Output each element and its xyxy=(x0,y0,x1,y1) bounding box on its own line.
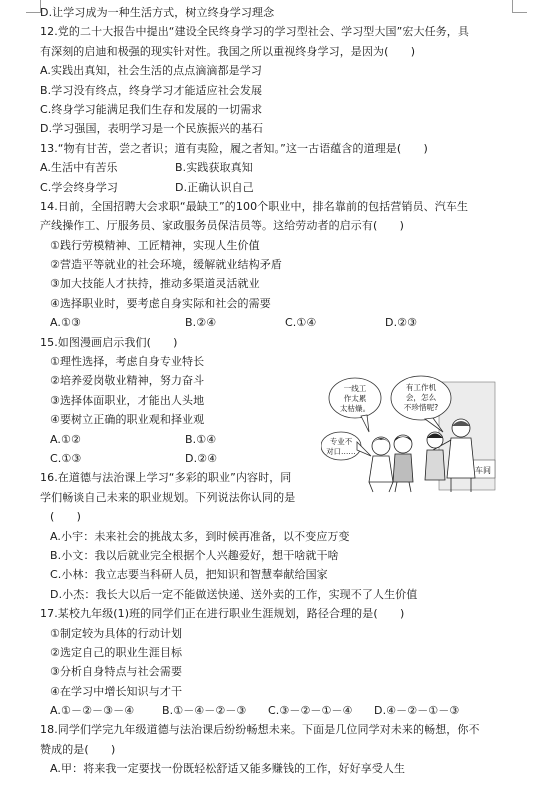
q14-statement-1: ①践行劳模精神、工匠精神，实现人生价值 xyxy=(50,238,260,252)
q13-option-c: C.学会终身学习 xyxy=(40,180,118,194)
q16-stem-line2: 学们畅谈自己未来的职业规划。下列说法你认同的是 xyxy=(40,490,296,504)
q16-option-c: C.小林：我立志要当科研人员，把知识和智慧奉献给国家 xyxy=(50,568,328,582)
q15-stem: 15.如图漫画启示我们( ) xyxy=(40,335,178,349)
q14-statement-2: ②营造平等就业的社会环境，缓解就业结构矛盾 xyxy=(50,258,282,272)
bubble-2-line-2: 会，怎么 xyxy=(405,393,437,402)
q17-statement-2: ②选定自己的职业生涯目标 xyxy=(50,645,183,659)
q17-stem: 17.某校九年级(1)班的同学们正在进行职业生涯规划，路径合理的是( ) xyxy=(40,607,405,621)
q15-option-a: A.①② xyxy=(50,432,81,446)
bubble-2-line-3: 不珍惜呢? xyxy=(403,403,439,412)
q14-option-a: A.①③ xyxy=(50,316,81,330)
q14-stem-line1: 14.日前，全国招聘大会求职“最缺工”的100个职业中，排名靠前的包括营销员、汽车生 xyxy=(40,199,469,213)
q15-option-b: B.①④ xyxy=(185,432,217,446)
bubble-1-line-3: 太枯燥。 xyxy=(339,404,371,413)
q12-option-a: A.实践出真知，社会生活的点点滴滴都是学习 xyxy=(40,64,262,78)
bubble-2-line-1: 有工作机 xyxy=(405,383,437,392)
q12-option-d: D.学习强国，表明学习是一个民族振兴的基石 xyxy=(40,122,264,136)
q14-option-b: B.②④ xyxy=(185,316,217,330)
q12-stem-line1: 12.党的二十大报告中提出“建设全民终身学习的学习型社会、学习型大国”宏大任务，具 xyxy=(40,25,469,39)
q16-option-d: D.小杰：我长大以后一定不能做送快递、送外卖的工作，实现不了人生价值 xyxy=(50,587,418,601)
bubble-3-line-2: 对口…… xyxy=(326,447,356,456)
q14-option-c: C.①④ xyxy=(285,316,317,330)
speech-bubble-1-tail xyxy=(361,415,369,432)
q16-answer-bracket: ( ) xyxy=(50,510,81,524)
job-choice-cartoon xyxy=(321,374,497,494)
speech-bubble-3-tail xyxy=(357,442,371,456)
q18-option-a: A.甲：将来我一定要找一份既轻松舒适又能多赚钱的工作，好好享受人生 xyxy=(50,762,406,776)
q13-option-b: B.实践获取真知 xyxy=(175,161,253,175)
q15-statement-1: ①理性选择，考虑自身专业特长 xyxy=(50,355,205,369)
q12-stem-line2: 有深刻的启迪和极强的现实针对性。我国之所以重视终身学习，是因为( ) xyxy=(40,44,416,58)
q12-option-c: C.终身学习能满足我们生存和发展的一切需求 xyxy=(40,102,263,116)
helper-figure xyxy=(425,432,445,480)
workshop-sign-text: 车间 xyxy=(475,466,491,475)
q14-options xyxy=(40,313,520,332)
q17-statement-4: ④在学习中增长知识与才干 xyxy=(50,684,183,698)
q16-option-b: B.小文：我以后就业完全根据个人兴趣爱好，想干啥就干啥 xyxy=(50,548,339,562)
young-man-figure xyxy=(393,435,413,492)
q14-stem-line2: 产线操作工、厅服务员、家政服务员保洁员等。这给劳动者的启示有( ) xyxy=(40,219,404,233)
q16-stem-line1: 16.在道德与法治课上学习“多彩的职业”内容时，同 xyxy=(40,471,292,485)
q18-stem-line1: 18.同学们学完九年级道德与法治课后纷纷畅想未来。下面是几位同学对未来的畅想，你不 xyxy=(40,723,480,737)
q17-option-a: A.①－②－③－④ xyxy=(50,704,135,718)
q14-option-d: D.②③ xyxy=(385,316,418,330)
q14-statement-4: ④选择职业时，要考虑自身实际和社会的需要 xyxy=(50,296,271,310)
q17-option-d: D.④－②－①－③ xyxy=(374,704,460,718)
q11-option-d: D.让学习成为一种生活方式，树立终身学习理念 xyxy=(40,6,275,19)
q13-option-d: D.正确认识自己 xyxy=(175,180,254,194)
bubble-1-line-1: 一线工 xyxy=(343,384,367,393)
page-corner-mark-left xyxy=(26,0,41,13)
q13-option-a: A.生活中有苦乐 xyxy=(40,161,118,175)
q13-options-row1 xyxy=(40,158,520,177)
q15-option-d: D.②④ xyxy=(185,451,218,465)
q17-option-c: C.③－②－①－④ xyxy=(268,704,353,718)
q16-option-a: A.小宇：未来社会的挑战太多，到时候再准备，以不变应万变 xyxy=(50,529,350,543)
bubble-3-line-1: 专业不 xyxy=(329,437,353,446)
q15-statement-4: ④要树立正确的职业观和择业观 xyxy=(50,413,205,427)
q17-option-b: B.①－④－②－③ xyxy=(162,704,247,718)
q15-statement-3: ③选择体面职业，才能出人头地 xyxy=(50,393,205,407)
q15-statement-2: ②培养爱岗敬业精神，努力奋斗 xyxy=(50,374,205,388)
q15-option-c: C.①③ xyxy=(50,451,82,465)
q13-options-row2 xyxy=(40,178,520,197)
q18-stem-line2: 赞成的是( ) xyxy=(40,742,116,756)
q14-statement-3: ③加大技能人才扶持，推动多渠道灵活就业 xyxy=(50,277,260,291)
q13-stem: 13.“物有甘苦，尝之者识；道有夷险，履之者知。”这一古语蕴含的道理是( ) xyxy=(40,141,428,155)
young-woman-figure xyxy=(369,437,393,492)
bubble-1-line-2: 作太累 xyxy=(343,394,367,403)
q17-statement-3: ③分析自身特点与社会需要 xyxy=(50,665,183,679)
q17-statement-1: ①制定较为具体的行动计划 xyxy=(50,626,183,640)
q17-options xyxy=(40,701,520,720)
q12-option-b: B.学习没有终点，终身学习才能适应社会发展 xyxy=(40,83,263,97)
